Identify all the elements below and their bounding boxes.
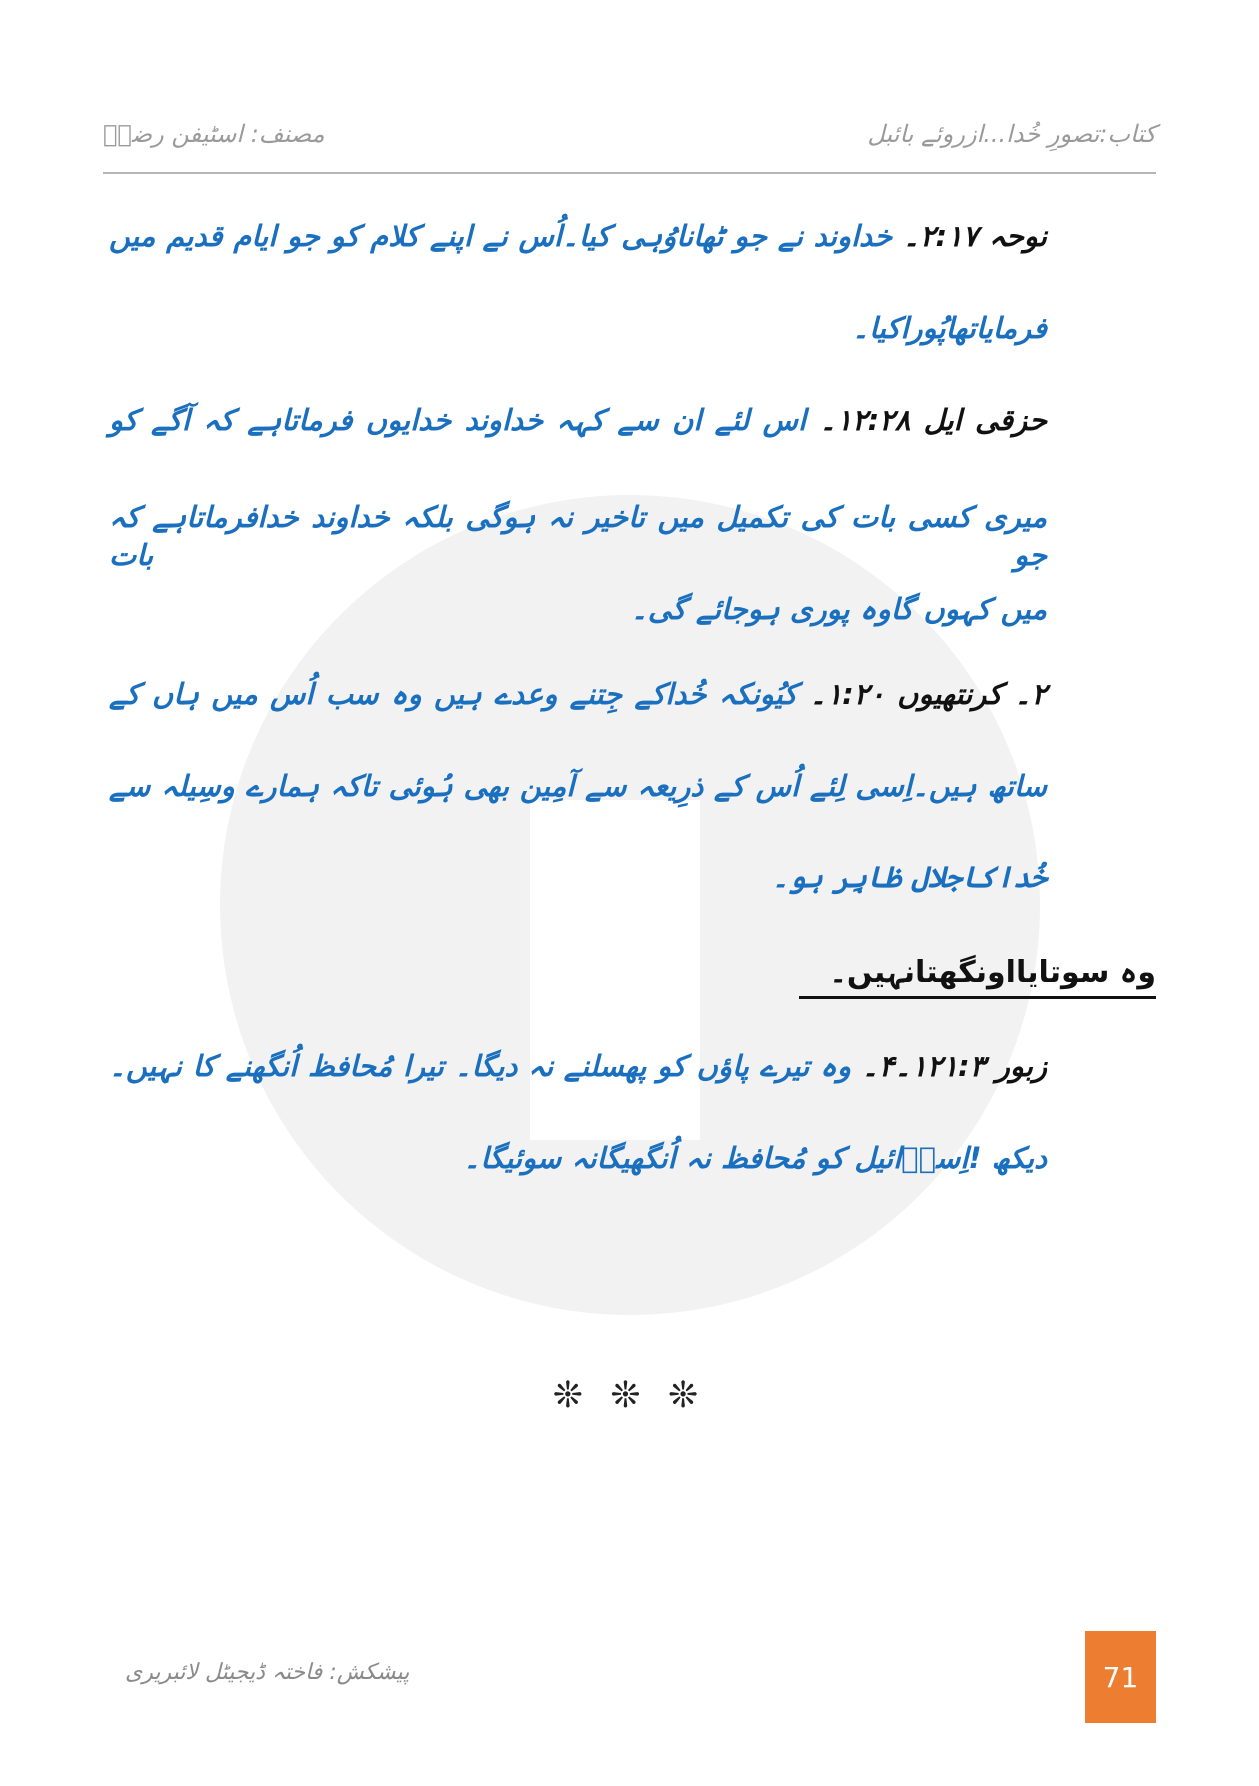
verse-text: اس لئے ان سے کہہ خداوند خدایوں فرماتاہے کہ آگے کو [109,403,807,437]
header-divider [103,172,1156,174]
verse-reference: زبور ۱۲۱:۳۔۴۔ [861,1049,1047,1083]
section-separator: ❊ ❊ ❊ [552,1375,707,1416]
author-name: مصنف: اسٹیفن رضاؔ [103,120,325,148]
section-heading: وہ سوتایااونگھتانہیں۔ [799,955,1156,999]
page-number: 71 [1085,1631,1156,1723]
watermark-logo-cutout [530,800,700,1140]
text-line [109,218,1047,256]
verse-text: وہ تیرے پاؤں کو پھسلنے نہ دیگا۔ تیرا مُحافظ اُنگھنے کا نہیں۔ [109,1049,852,1083]
verse-text: کیُونکہ خُداکے جِتنے وعدے ہیں وہ سب اُس میں ہاں کے [109,677,798,711]
verse-text: خداوند نے جو ٹھاناوُہی کیا۔اُس نے اپنے کلام کو جو ایام قدیم میں [109,219,893,253]
text-line: ساتھ ہیں۔اِسی لِئے اُس کے ذرِیعہ سے آمِین بھی ہُوئی تاکہ ہمارے وسِیلہ سے [109,769,1047,803]
footer-credit: پیشکش: فاختہ ڈیجیٹل لائبریری [125,1660,410,1685]
book-title: کتاب:تصورِ خُدا...ازروئے بائبل [867,120,1156,148]
text-line: خُداکاجلال ظاہِر ہو۔ [771,860,1047,894]
text-line: فرمایاتھاپُوراکیا۔ [852,311,1047,345]
verse-reference: ۲۔ کرنتھیوں ۱:۲۰۔ [809,677,1047,711]
text-line: میری کسی بات کی تکمیل میں تاخیر نہ ہوگی بلکہ خداوند خدافرماتاہے کہ جو بات [109,500,1047,572]
verse-reference: حزقی ایل ۱۲:۲۸۔ [819,403,1047,437]
verse-reference: نوحہ ۲:۱۷۔ [902,219,1047,253]
text-line: دیکھ !اِسرؔائیل کو مُحافظ نہ اُنگھیگانہ سوئیگا۔ [463,1141,1047,1175]
text-line [109,402,1047,440]
text-line [109,676,1047,714]
text-line: میں کہوں گاوہ پوری ہوجائے گی۔ [630,592,1047,626]
text-line [109,1048,1047,1086]
